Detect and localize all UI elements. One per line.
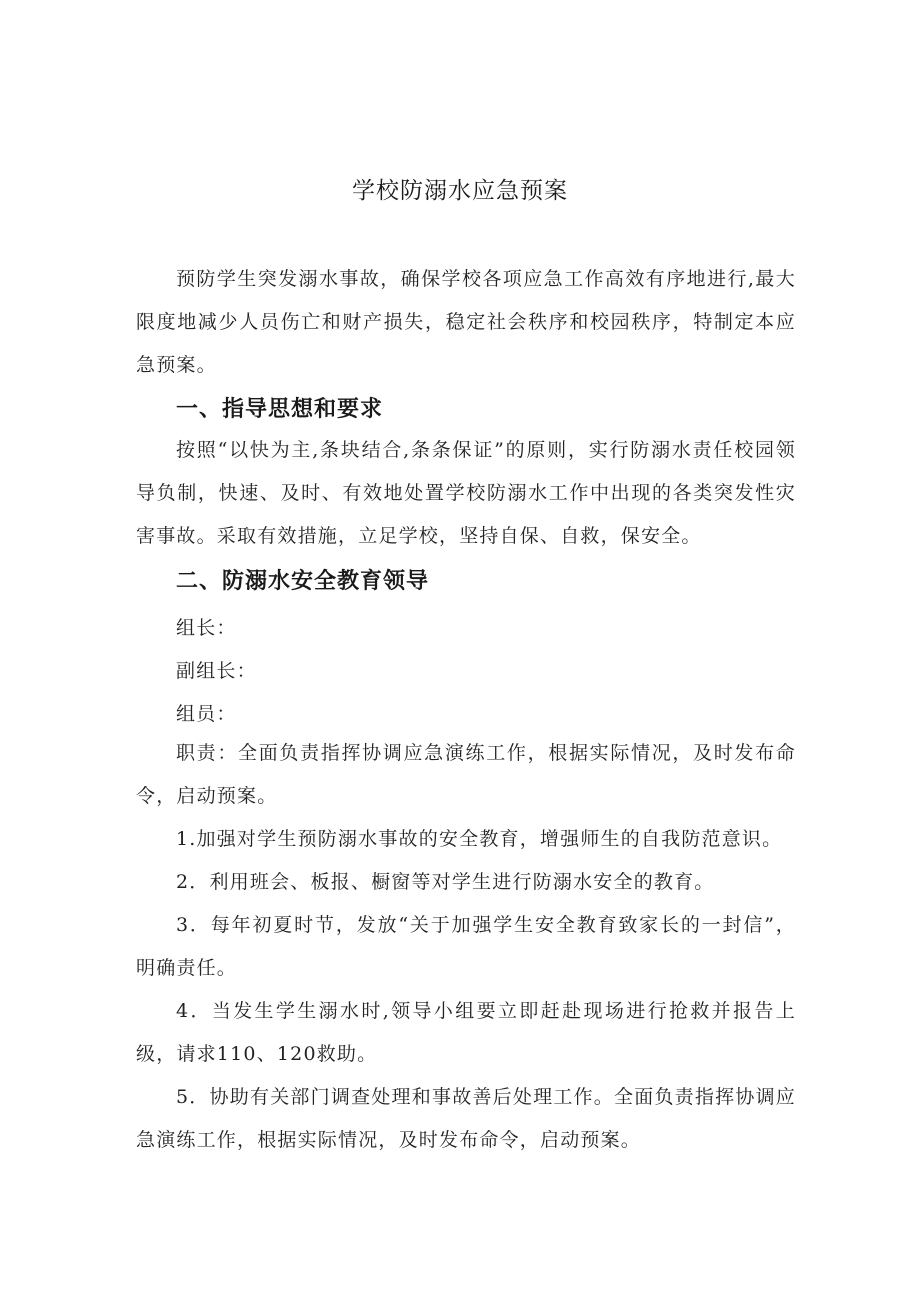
deputy-leader-line: 副组长：	[176, 660, 257, 682]
section-1-heading: 一、指导思想和要求	[176, 397, 384, 422]
list-item-4-block	[136, 990, 796, 1076]
list-item-3-block	[136, 904, 796, 990]
list-item-1-block	[136, 818, 796, 861]
section-2-heading: 二、防溺水安全教育领导	[176, 569, 430, 594]
document-title: 学校防溺水应急预案	[352, 178, 568, 204]
section-1-paragraph-block	[136, 429, 796, 558]
list-item: 3．每年初夏时节，发放“关于加强学生安全教育致家长的一封信”，明确责任。	[136, 914, 796, 979]
list-item: 4．当发生学生溺水时,领导小组要立即赶赴现场进行抢救并报告上级，请求110、120救助。	[136, 1000, 796, 1065]
leader-line: 组长：	[176, 617, 237, 639]
list-item-5-block	[136, 1076, 796, 1162]
members-line: 组员：	[176, 703, 237, 725]
list-item: 2．利用班会、板报、橱窗等对学生进行防溺水安全的教育。	[176, 871, 715, 893]
duty-paragraph: 职责：全面负责指挥协调应急演练工作，根据实际情况，及时发布命令，启动预案。	[136, 742, 796, 807]
list-item-2-block	[136, 861, 796, 904]
intro-paragraph: 预防学生突发溺水事故，确保学校各项应急工作高效有序地进行,最大限度地减少人员伤亡和财产损失，稳定社会秩序和校园秩序，特制定本应急预案。	[136, 268, 796, 376]
duty-paragraph-block	[136, 732, 796, 818]
intro-paragraph-block	[136, 258, 796, 387]
section-1-paragraph: 按照“以快为主,条块结合,条条保证”的原则，实行防溺水责任校园领导负制，快速、及时、有效地处置学校防溺水工作中出现的各类突发性灾害事故。采取有效措施，立足学校，坚持自保、自救，保安全。	[136, 439, 796, 547]
list-item: 5．协助有关部门调查处理和事故善后处理工作。全面负责指挥协调应急演练工作，根据实际情况，及时发布命令，启动预案。	[136, 1086, 796, 1151]
list-item: 1.加强对学生预防溺水事故的安全教育，增强师生的自我防范意识。	[176, 828, 783, 850]
